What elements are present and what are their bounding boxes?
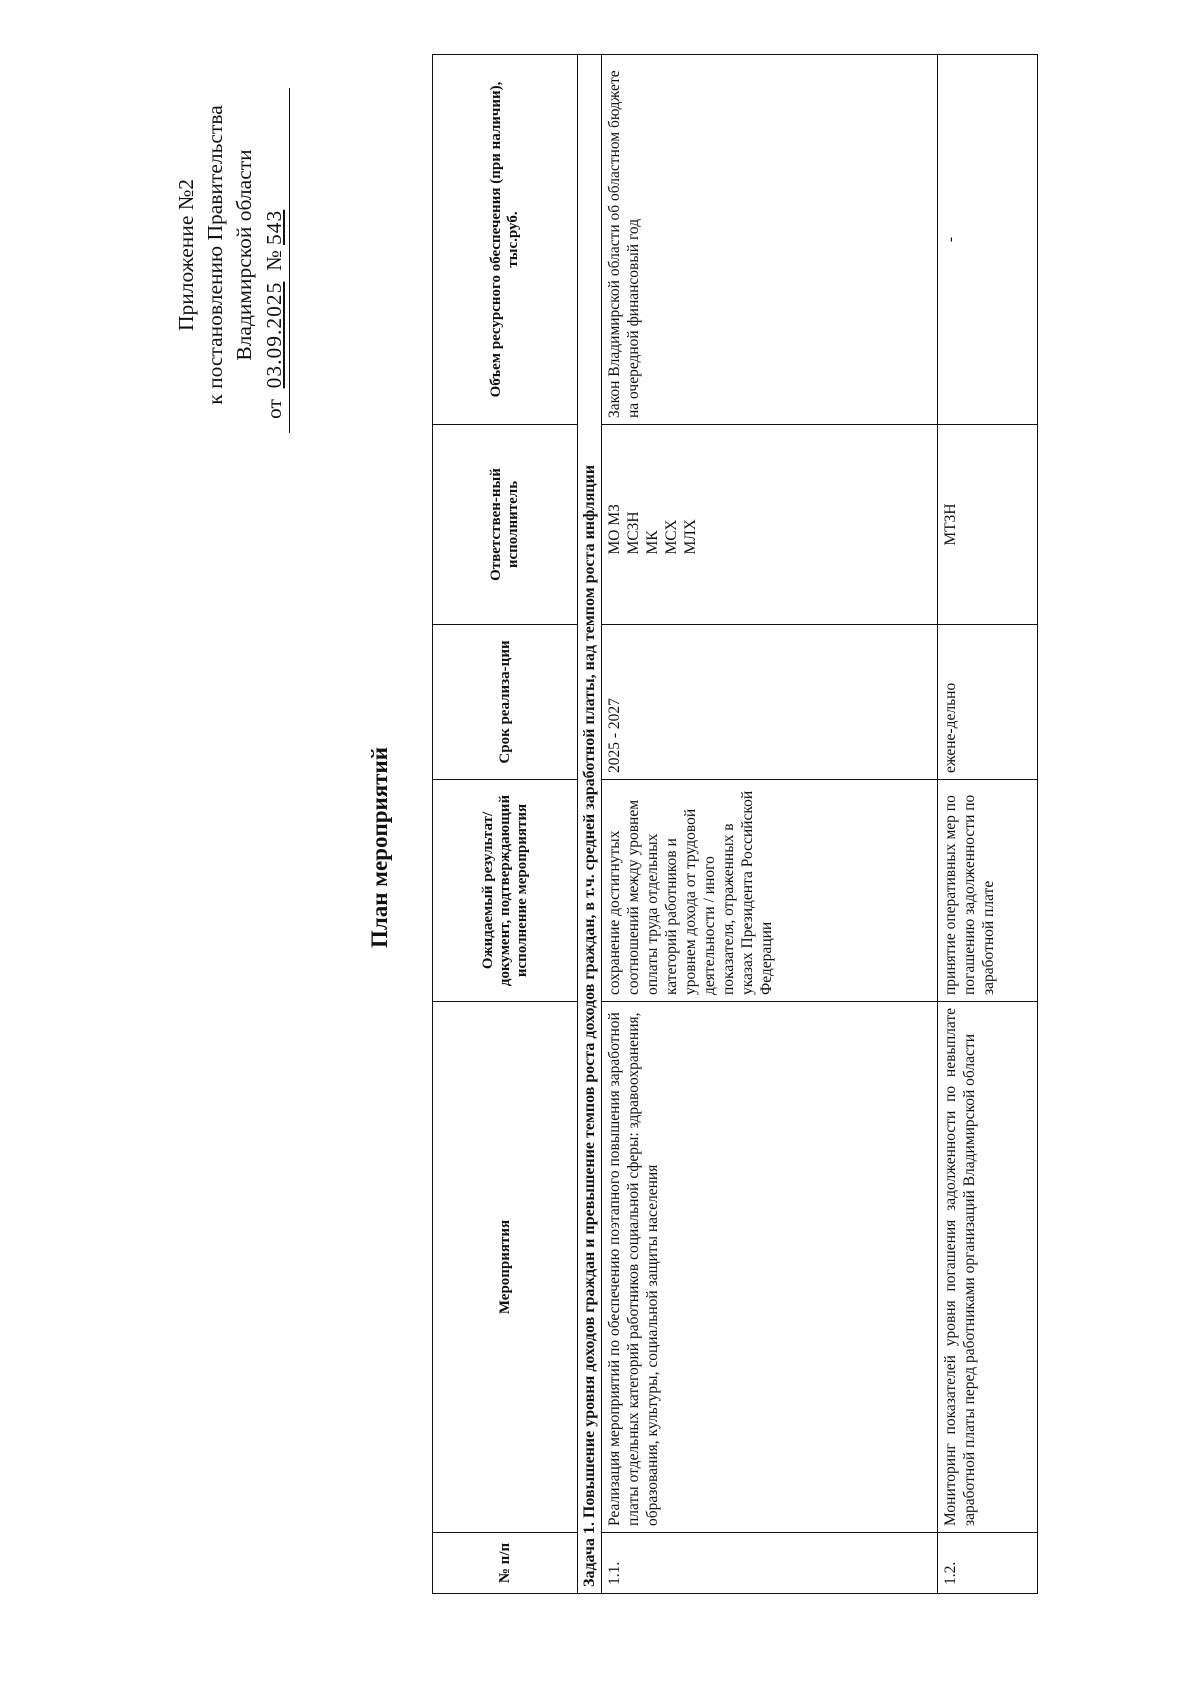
row-result: сохранение достигнутых соотношений между уровнем оплаты труда отдельных категорий работников и уровнем дохода от трудовой деятельности / иного показателя, отраженных в указах Президента Российской Федерации	[602, 780, 938, 1002]
resolution-date: 03.09.2025	[262, 281, 286, 389]
resolution-number: 543	[262, 209, 286, 245]
appendix-dateline	[260, 85, 289, 425]
row-funding: Закон Владимирской области об областном бюджете на очередной финансовый год	[602, 55, 938, 425]
row-number: 1.1.	[602, 1533, 938, 1594]
plan-table	[432, 54, 1038, 1594]
row-result: принятие оперативных мер по погашению задолженности по заработной плате	[938, 780, 1038, 1002]
row-term: 2025 - 2027	[602, 625, 938, 780]
number-prefix: №	[262, 250, 286, 271]
row-executor	[602, 425, 938, 625]
table-row	[602, 55, 938, 1594]
row-activity: Реализация мероприятий по обеспечению поэтапного повышения заработной платы отдельных категорий работников социальной сферы: здравоохранения, образования, культуры, социальной защиты населения	[602, 1002, 938, 1533]
header-funding: Объем ресурсного обеспечения (при наличии), тыс.руб.	[433, 55, 578, 425]
row-number: 1.2.	[938, 1533, 1038, 1594]
row-funding: -	[938, 55, 1038, 425]
header-result: Ожидаемый результат/ документ, подтверждающий исполнение мероприятия	[433, 780, 578, 1002]
row-activity: Мониторинг показателей уровня погашения задолженности по невыплате заработной платы перед работниками организаций Владимирской области	[938, 1002, 1038, 1533]
row-executor: МТЗН	[938, 425, 1038, 625]
table-row	[938, 55, 1038, 1594]
task-heading: Задача 1. Повышение уровня доходов граждан и превышение темпов роста доходов граждан, в т.ч. средней заработной платы, над темпом роста инфляции	[578, 55, 602, 1594]
header-executor: Ответствен-ный исполнитель	[433, 425, 578, 625]
executor-list: МО МЗ МСЗН МК МСХ МЛХ	[606, 504, 699, 555]
plan-title: План мероприятий	[367, 747, 392, 949]
appendix-block	[172, 85, 289, 425]
appendix-resolution: к постановлению Правительства	[203, 105, 227, 405]
appendix-title: Приложение №2	[174, 178, 198, 332]
task-row	[578, 55, 602, 1594]
signature-rule	[289, 88, 290, 433]
date-prefix: от	[262, 399, 286, 419]
header-activity: Мероприятия	[433, 1002, 578, 1533]
table-header-row	[433, 55, 578, 1594]
header-number: № п/п	[433, 1533, 578, 1594]
row-term: еженe-дельно	[938, 625, 1038, 780]
header-term: Срок реализа-ции	[433, 625, 578, 780]
appendix-region: Владимирской области	[232, 149, 256, 361]
